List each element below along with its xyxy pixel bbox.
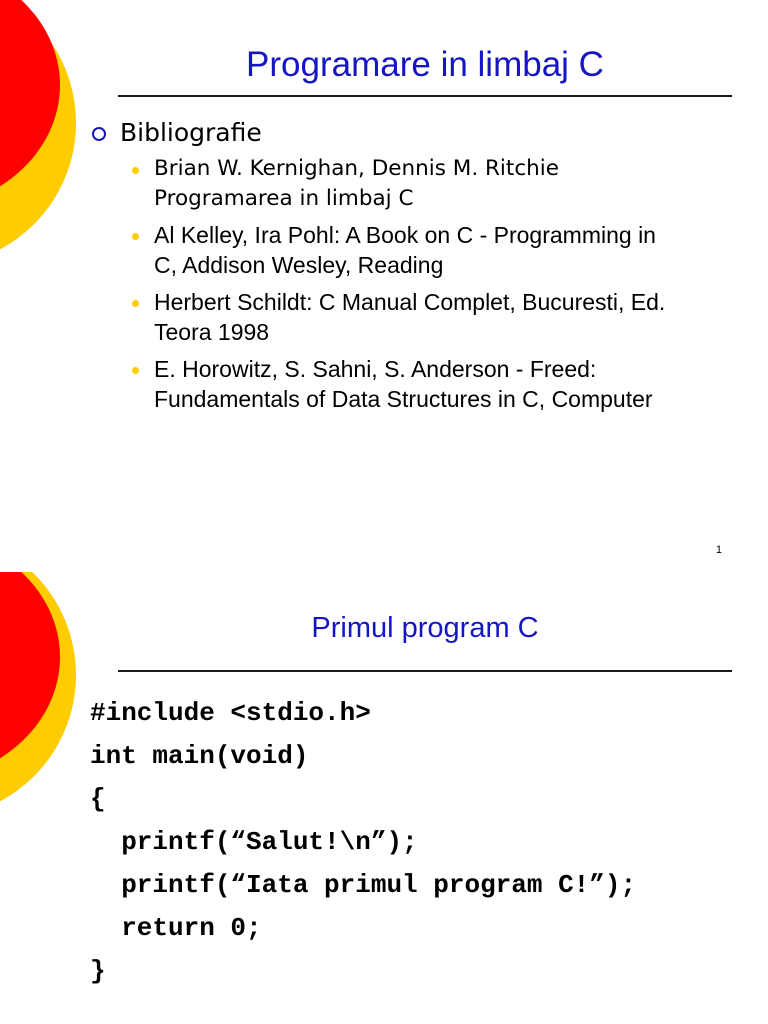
code-line: printf(“Iata primul program C!”); <box>90 870 637 900</box>
reference-item <box>132 354 732 414</box>
code-line: { <box>90 784 106 814</box>
title-divider <box>118 95 732 97</box>
bullet-dot-icon <box>132 367 139 374</box>
code-line: return 0; <box>90 913 262 943</box>
reference-line: Brian W. Kernighan, Dennis M. Ritchie <box>154 156 559 181</box>
code-line: } <box>90 956 106 986</box>
bullet-dot-icon <box>132 233 139 240</box>
reference-line: Herbert Schildt: C Manual Complet, Bucuresti, Ed. <box>154 289 666 315</box>
section-heading <box>92 118 262 147</box>
bullet-dot-icon <box>132 300 139 307</box>
section-label: Bibliografie <box>120 118 262 147</box>
reference-line: Teora 1998 <box>154 319 270 345</box>
code-line: #include <stdio.h> <box>90 698 371 728</box>
bullet-dot-icon <box>132 167 139 174</box>
title-divider <box>118 670 732 672</box>
slide-title: Programare in limbaj C <box>246 45 604 84</box>
reference-item <box>132 220 732 280</box>
reference-line: Programarea in limbaj C <box>154 186 414 211</box>
reference-line: Fundamentals of Data Structures in C, Computer <box>154 386 653 412</box>
code-line: int main(void) <box>90 741 309 771</box>
reference-line: Al Kelley, Ira Pohl: A Book on C - Programming in <box>154 222 656 248</box>
slide-first-program <box>0 572 768 1024</box>
slide-title: Primul program C <box>311 612 539 644</box>
page-number: 1 <box>715 544 722 556</box>
reference-item <box>132 154 732 214</box>
hollow-circle-bullet-icon <box>92 127 106 141</box>
reference-item <box>132 287 732 347</box>
code-block <box>90 692 636 993</box>
reference-line: E. Horowitz, S. Sahni, S. Anderson - Freed: <box>154 356 597 382</box>
reference-line: C, Addison Wesley, Reading <box>154 252 444 278</box>
code-line: printf(“Salut!\n”); <box>90 827 418 857</box>
reference-list <box>132 154 732 414</box>
